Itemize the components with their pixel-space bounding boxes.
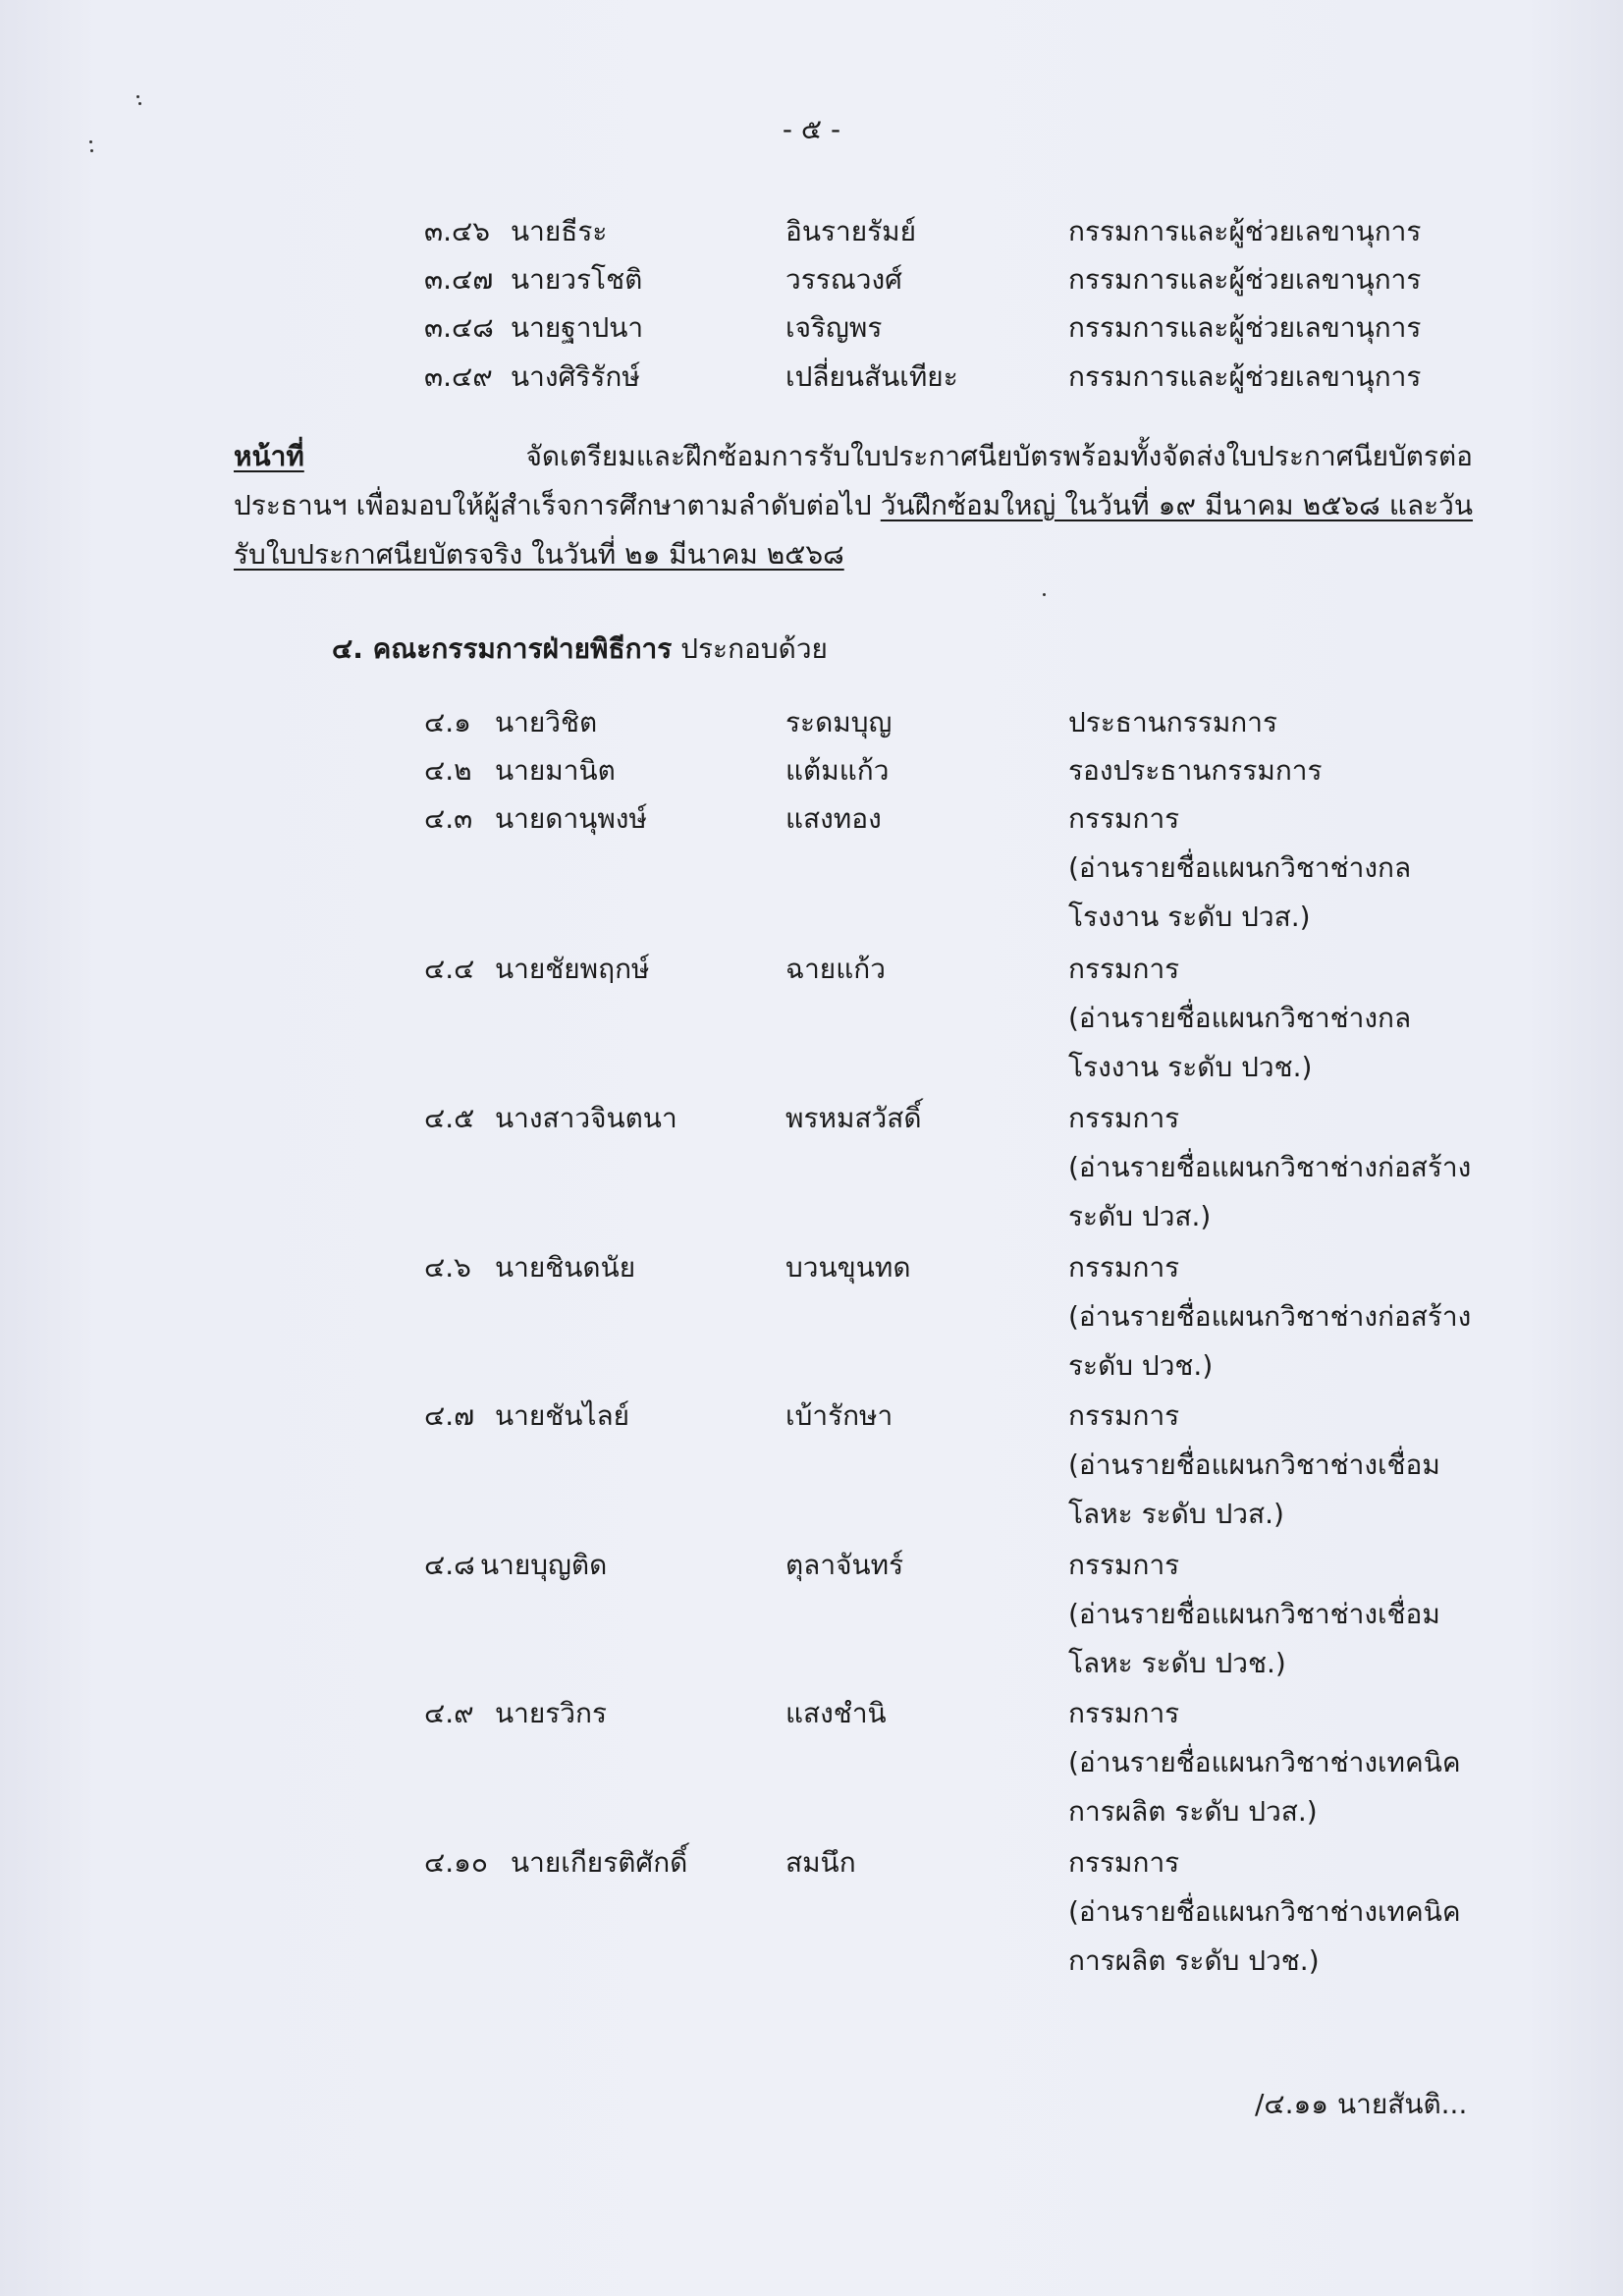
- item-number: ๔.๕: [424, 1102, 475, 1134]
- list-item: [0, 1839, 1623, 1886]
- list-item: [0, 256, 1623, 303]
- list-item: [0, 1690, 1623, 1737]
- scan-speck: [138, 102, 141, 105]
- first-name: นางศิริรักษ์: [511, 360, 640, 393]
- item-number: ๔.๑: [424, 706, 471, 738]
- role: กรรมการ: [1068, 1251, 1180, 1284]
- duty-text-1: จัดเตรียมและฝึกซ้อมการรับใบประกาศนียบัตรพร้อมทั้งจัดส่งใบประกาศนียบัตรต่อ: [525, 440, 1473, 472]
- ceremony-date: รับใบประกาศนียบัตรจริง ในวันที่ ๒๑ มีนาคม ๒๕๖๘: [234, 538, 844, 571]
- list-item: [0, 1542, 1623, 1589]
- rehearsal-date: วันฝึกซ้อมใหญ่ ในวันที่ ๑๙ มีนาคม ๒๕๖๘ และวัน: [880, 489, 1474, 521]
- item-number: ๓.๔๖: [424, 215, 491, 247]
- duty-note: (อ่านรายชื่อแผนกวิชาช่างก่อสร้าง: [1068, 1300, 1472, 1333]
- role: กรรมการ: [1068, 1846, 1180, 1879]
- duty-line-2: [234, 481, 1473, 530]
- first-name: นายชัยพฤกษ์: [495, 953, 650, 985]
- last-name: ฉายแก้ว: [785, 953, 886, 985]
- duty-note: ระดับ ปวช.): [1068, 1349, 1214, 1382]
- first-name: นายวิชิต: [495, 706, 598, 738]
- duty-note: (อ่านรายชื่อแผนกวิชาช่างกล: [1068, 851, 1412, 884]
- last-name: แสงทอง: [785, 802, 882, 835]
- role: รองประธานกรรมการ: [1068, 754, 1323, 787]
- duty-label: หน้าที่: [234, 440, 304, 472]
- first-name: นายมานิต: [495, 754, 616, 787]
- role: กรรมการ: [1068, 1549, 1180, 1581]
- duty-note: โรงงาน ระดับ ปวช.): [1068, 1051, 1313, 1083]
- item-number: ๔.๙: [424, 1697, 474, 1729]
- last-name: สมนึก: [785, 1846, 856, 1879]
- list-item: [0, 208, 1623, 255]
- scan-speck: [136, 95, 139, 98]
- list-item: [0, 946, 1623, 993]
- duty-line-1: [234, 432, 1473, 481]
- section4-title-suffix: ประกอบด้วย: [680, 632, 828, 665]
- duty-text-2: ประธานฯ เพื่อมอบให้ผู้สำเร็จการศึกษาตามลำดับต่อไป: [234, 489, 872, 521]
- role: กรรมการและผู้ช่วยเลขานุการ: [1068, 215, 1422, 247]
- first-name: นายวรโชติ: [511, 263, 643, 296]
- last-name: แต้มแก้ว: [785, 754, 890, 787]
- list-item: [0, 1095, 1623, 1142]
- role: กรรมการและผู้ช่วยเลขานุการ: [1068, 360, 1422, 393]
- first-name: นายชันไลย์: [495, 1399, 630, 1432]
- scan-speck: [1043, 593, 1046, 596]
- list-item: [0, 304, 1623, 352]
- item-number: ๓.๔๙: [424, 360, 493, 393]
- duty-note: การผลิต ระดับ ปวช.): [1068, 1944, 1320, 1977]
- duty-paragraph: [234, 432, 1473, 579]
- list-item: [0, 1244, 1623, 1291]
- role: ประธานกรรมการ: [1068, 706, 1278, 738]
- item-number: ๓.๔๘: [424, 311, 494, 344]
- section4-title: ๔. คณะกรรมการฝ่ายพิธีการ: [332, 632, 673, 665]
- item-number: ๔.๗: [424, 1399, 475, 1432]
- role: กรรมการ: [1068, 1399, 1180, 1432]
- duty-note: ระดับ ปวส.): [1068, 1200, 1212, 1232]
- last-name: บวนขุนทด: [785, 1251, 911, 1284]
- first-name: นายธีระ: [511, 215, 608, 247]
- duty-note: (อ่านรายชื่อแผนกวิชาช่างกล: [1068, 1002, 1412, 1034]
- duty-note: โลหะ ระดับ ปวช.): [1068, 1647, 1286, 1679]
- continuation-marker: /๔.๑๑ นายสันติ...: [1255, 2088, 1468, 2120]
- first-name: นายบุญติด: [480, 1549, 608, 1581]
- last-name: แสงชำนิ: [785, 1697, 887, 1729]
- duty-note: โลหะ ระดับ ปวส.): [1068, 1498, 1284, 1530]
- last-name: วรรณวงศ์: [785, 263, 902, 296]
- last-name: เปลี่ยนสันเทียะ: [785, 360, 958, 393]
- last-name: เจริญพร: [785, 311, 883, 344]
- role: กรรมการ: [1068, 1102, 1180, 1134]
- list-item: [0, 795, 1623, 843]
- duty-note: (อ่านรายชื่อแผนกวิชาช่างเชื่อม: [1068, 1449, 1440, 1481]
- duty-note: (อ่านรายชื่อแผนกวิชาช่างเทคนิค: [1068, 1895, 1461, 1928]
- item-number: ๔.๔: [424, 953, 475, 985]
- last-name: เบ้ารักษา: [785, 1399, 893, 1432]
- page-number: - ๕ -: [782, 113, 841, 145]
- duty-note: โรงงาน ระดับ ปวส.): [1068, 901, 1311, 933]
- first-name: นางสาวจินตนา: [495, 1102, 677, 1134]
- duty-note: (อ่านรายชื่อแผนกวิชาช่างเชื่อม: [1068, 1598, 1440, 1630]
- item-number: ๔.๓: [424, 802, 473, 835]
- duty-note: การผลิต ระดับ ปวส.): [1068, 1795, 1318, 1828]
- role: กรรมการ: [1068, 802, 1180, 835]
- duty-note: (อ่านรายชื่อแผนกวิชาช่างก่อสร้าง: [1068, 1151, 1472, 1183]
- list-item: [0, 747, 1623, 794]
- last-name: ระดมบุญ: [785, 706, 893, 738]
- role: กรรมการและผู้ช่วยเลขานุการ: [1068, 311, 1422, 344]
- last-name: ตุลาจันทร์: [785, 1549, 904, 1581]
- last-name: อินรายรัมย์: [785, 215, 917, 247]
- role: กรรมการและผู้ช่วยเลขานุการ: [1068, 263, 1422, 296]
- list-item: [0, 354, 1623, 401]
- list-item: [0, 699, 1623, 746]
- first-name: นายดานุพงษ์: [495, 802, 647, 835]
- item-number: ๔.๒: [424, 754, 472, 787]
- first-name: นายรวิกร: [495, 1697, 608, 1729]
- role: กรรมการ: [1068, 1697, 1180, 1729]
- duty-note: (อ่านรายชื่อแผนกวิชาช่างเทคนิค: [1068, 1746, 1461, 1778]
- first-name: นายเกียรติศักดิ์: [511, 1846, 688, 1879]
- first-name: นายชินดนัย: [495, 1251, 636, 1284]
- item-number: ๓.๔๗: [424, 263, 494, 296]
- list-item: [0, 1393, 1623, 1440]
- role: กรรมการ: [1068, 953, 1180, 985]
- scan-speck: [90, 149, 93, 152]
- last-name: พรหมสวัสดิ์: [785, 1102, 922, 1134]
- section4-heading: [332, 632, 828, 666]
- item-number: ๔.๘: [424, 1549, 475, 1581]
- item-number: ๔.๑๐: [424, 1846, 488, 1879]
- item-number: ๔.๖: [424, 1251, 471, 1284]
- duty-line-3: [234, 530, 1473, 579]
- first-name: นายฐาปนา: [511, 311, 644, 344]
